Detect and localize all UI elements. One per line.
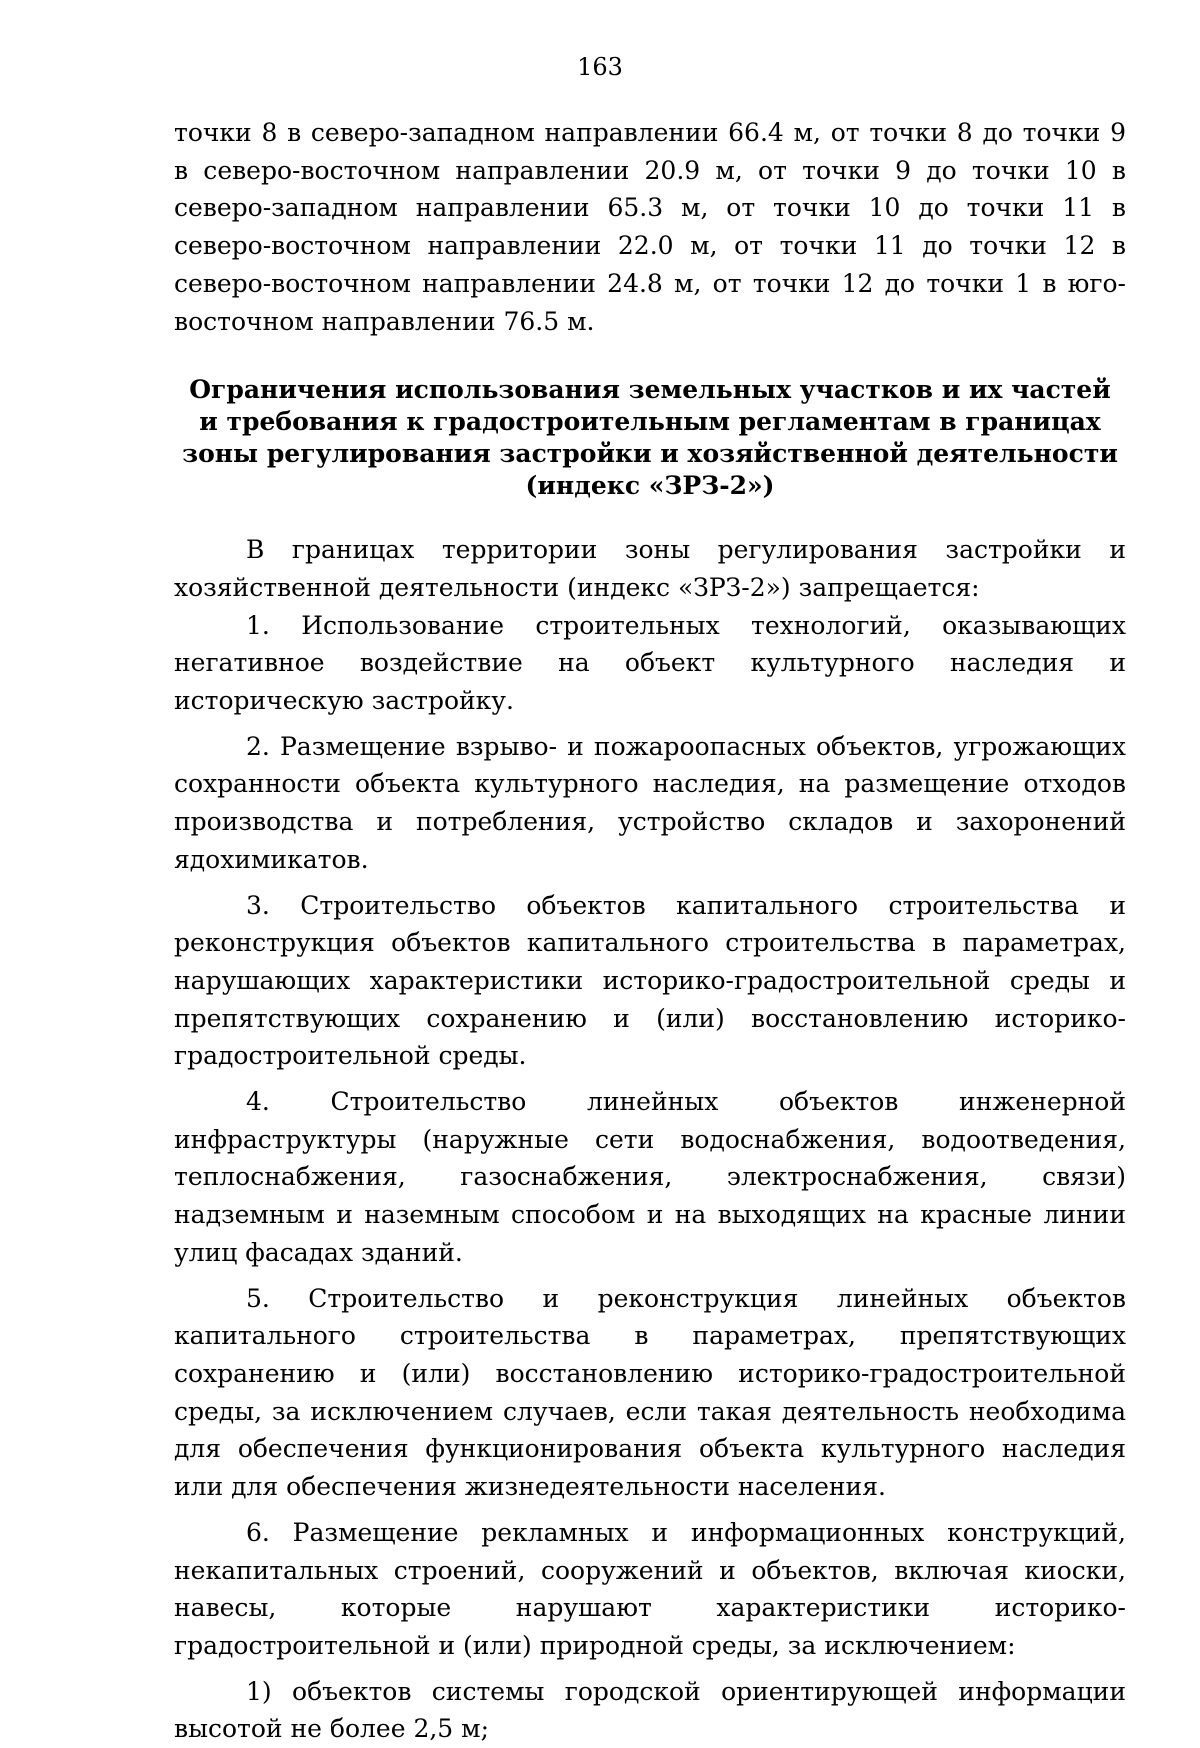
list-item-3: 3. Строительство объектов капитального строительства и реконструкция объектов капитального строительства в параметрах, нарушающих характеристики историко-градостроительной среды и препятствующих сохранению и (или) восстановлению историко-градостроительной среды. <box>174 890 1126 1071</box>
lead-paragraph: В границах территории зоны регулирования застройки и хозяйственной деятельности (индекс «ЗРЗ-2») запрещается: <box>174 535 1126 602</box>
document-body <box>174 114 1126 1748</box>
section-heading <box>174 374 1126 502</box>
list-item-5: 5. Строительство и реконструкция линейных объектов капитального строительства в параметрах, препятствующих сохранению и (или) восстановлению историко-градостроительной среды, за исключением случаев, если такая деятельность необходима для обеспечения функционирования объекта культурного наследия или для обеспечения жизнедеятельности населения. <box>174 1283 1126 1502</box>
page-number: 163 <box>577 53 623 81</box>
list-item-6: 6. Размещение рекламных и информационных конструкций, некапитальных строений, сооружений и объектов, включая киоски, навесы, которые нарушают характеристики историко-градостроительной и (или) природной среды, за исключением: <box>174 1517 1126 1660</box>
intro-paragraph: точки 8 в северо-западном направлении 66.4 м, от точки 8 до точки 9 в северо-восточном направлении 20.9 м, от точки 9 до точки 10 в северо-западном направлении 65.3 м, от точки 10 до точки 11 в северо-восточном направлении 22.0 м, от точки 11 до точки 12 в северо-восточном направлении 24.8 м, от точки 12 до точки 1 в юго-восточном направлении 76.5 м. <box>174 118 1126 336</box>
heading-line: Ограничения использования земельных участков и их частей <box>189 375 1111 405</box>
heading-line: зоны регулирования застройки и хозяйственной деятельности <box>182 439 1118 469</box>
heading-line: и требования к градостроительным регламентам в границах <box>199 407 1101 437</box>
list-item-2: 2. Размещение взрыво- и пожароопасных объектов, угрожающих сохранности объекта культурного наследия, на размещение отходов производства и потребления, устройство складов и захоронений ядохимикатов. <box>174 731 1126 874</box>
sub-item-1: 1) объектов системы городской ориентирующей информации высотой не более 2,5 м; <box>174 1676 1126 1744</box>
heading-line: (индекс «ЗРЗ-2») <box>525 471 775 501</box>
list-item-1: 1. Использование строительных технологий, оказывающих негативное воздействие на объект культурного наследия и историческую застройку. <box>174 610 1126 716</box>
list-item-4: 4. Строительство линейных объектов инженерной инфраструктуры (наружные сети водоснабжения, водоотведения, теплоснабжения, газоснабжения, электроснабжения, связи) надземным и наземным способом и на выходящих на красные линии улиц фасадах зданий. <box>174 1087 1126 1267</box>
